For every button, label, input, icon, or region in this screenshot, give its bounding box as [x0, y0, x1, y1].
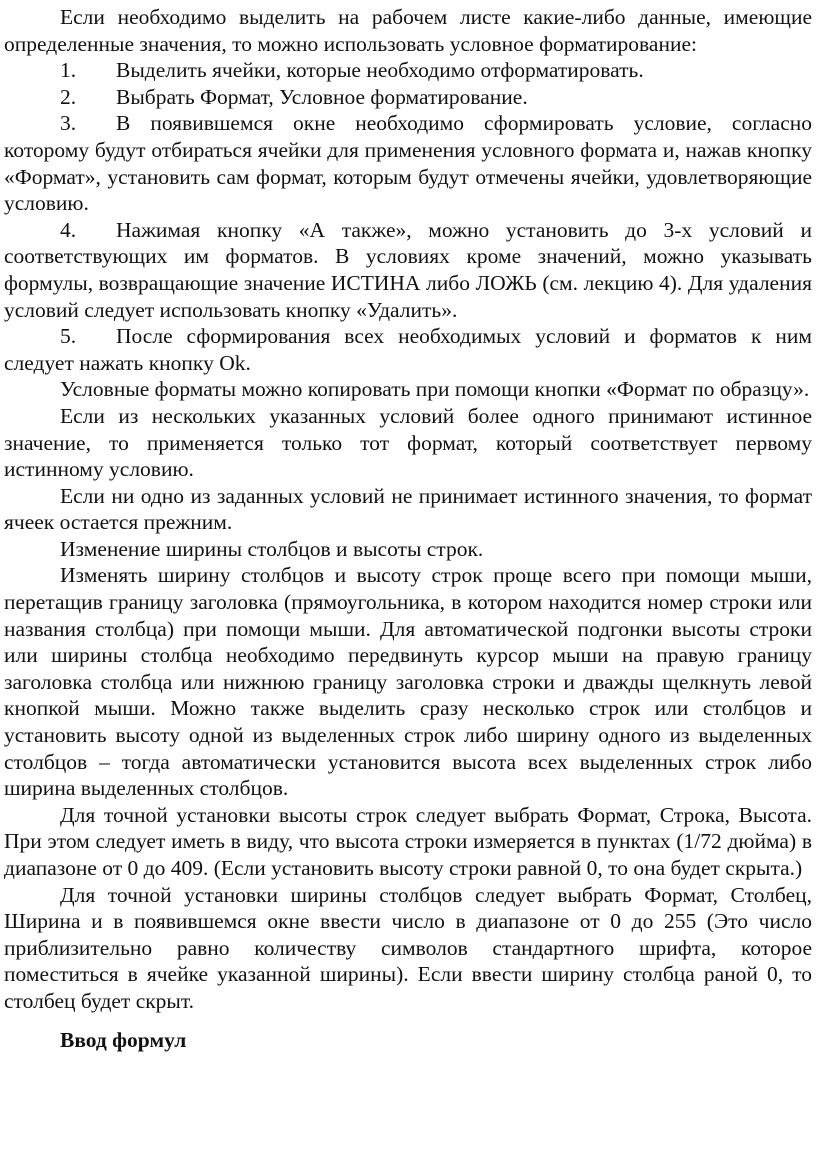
list-item-1 — [4, 57, 812, 84]
list-text: Нажимая кнопку «А также», можно установить до 3-х условий и соответствующих им форматов. В условиях кроме значений, можно указывать формулы, возвращающие значение ИСТИНА либо ЛОЖЬ (см. лекцию 4). Для удаления условий следует использовать кнопку «Удалить». — [4, 217, 812, 322]
paragraph-copy-formats: Условные форматы можно копировать при помощи кнопки «Формат по образцу». — [60, 377, 810, 402]
list-number: 4. — [60, 217, 77, 242]
list-number: 3. — [60, 111, 77, 136]
list-item-2 — [4, 84, 812, 111]
list-text: Выделить ячейки, которые необходимо отформатировать. — [116, 58, 644, 83]
paragraph-resize-with-mouse: Изменять ширину столбцов и высоту строк проще всего при помощи мыши, перетащив границу заголовка (прямоугольника, в котором находится номер строки или названия столбца) при помощи мыши. Для автоматической подгонки высоты строки или ширины столбца необходимо передвинуть курсор мыши на правую границу заголовка столбца или нижнюю границу заголовка строки и дважды щелкнуть левой кнопкой мыши. Можно также выделить сразу несколько строк или столбцов и установить высоту одной из выделенных строк либо ширину одного из выделенных столбцов – тогда автоматически установится высота всех выделенных строк либо ширина выделенных столбцов. — [4, 563, 812, 801]
list-number: 5. — [60, 324, 77, 349]
section-subtitle: Изменение ширины столбцов и высоты строк. — [60, 536, 484, 561]
list-number: 1. — [60, 58, 77, 83]
list-item-5 — [4, 323, 812, 376]
list-text: Выбрать Формат, Условное форматирование. — [116, 84, 528, 109]
section-heading: Ввод формул — [60, 1027, 187, 1052]
list-item-4 — [4, 217, 812, 323]
intro-paragraph: Если необходимо выделить на рабочем листе какие-либо данные, имеющие определенные значения, то можно использовать условное форматирование: — [4, 5, 812, 56]
paragraph-row-height: Для точной установки высоты строк следует выбрать Формат, Строка, Высота. При этом следует иметь в виду, что высота строки измеряется в пунктах (1/72 дюйма) в диапазоне от 0 до 409. (Если установить высоту строки равной 0, то она будет скрыта.) — [4, 802, 812, 880]
list-text: В появившемся окне необходимо сформировать условие, согласно которому будут отбираться ячейки для применения условного формата и, нажав кнопку «Формат», установить сам формат, которым будут отмечены ячейки, удовлетворяющие условию. — [4, 111, 812, 216]
paragraph-column-width: Для точной установки ширины столбцов следует выбрать Формат, Столбец, Ширина и в появившемся окне ввести число в диапазоне от 0 до 255 (Это число приблизительно равно количеству символов стандартного шрифта, которое поместиться в ячейке указанной ширины). Если ввести ширину столбца раной 0, то столбец будет скрыт. — [4, 882, 812, 1013]
paragraph-first-true-condition: Если из нескольких указанных условий более одного принимают истинное значение, то применяется только тот формат, который соответствует первому истинному условию. — [4, 403, 812, 482]
paragraph-no-true-condition: Если ни одно из заданных условий не принимает истинного значения, то формат ячеек остается прежним. — [4, 483, 812, 535]
list-number: 2. — [60, 84, 77, 109]
list-item-3 — [4, 110, 812, 216]
list-text: После сформирования всех необходимых условий и форматов к ним следует нажать кнопку Ok. — [4, 324, 812, 375]
